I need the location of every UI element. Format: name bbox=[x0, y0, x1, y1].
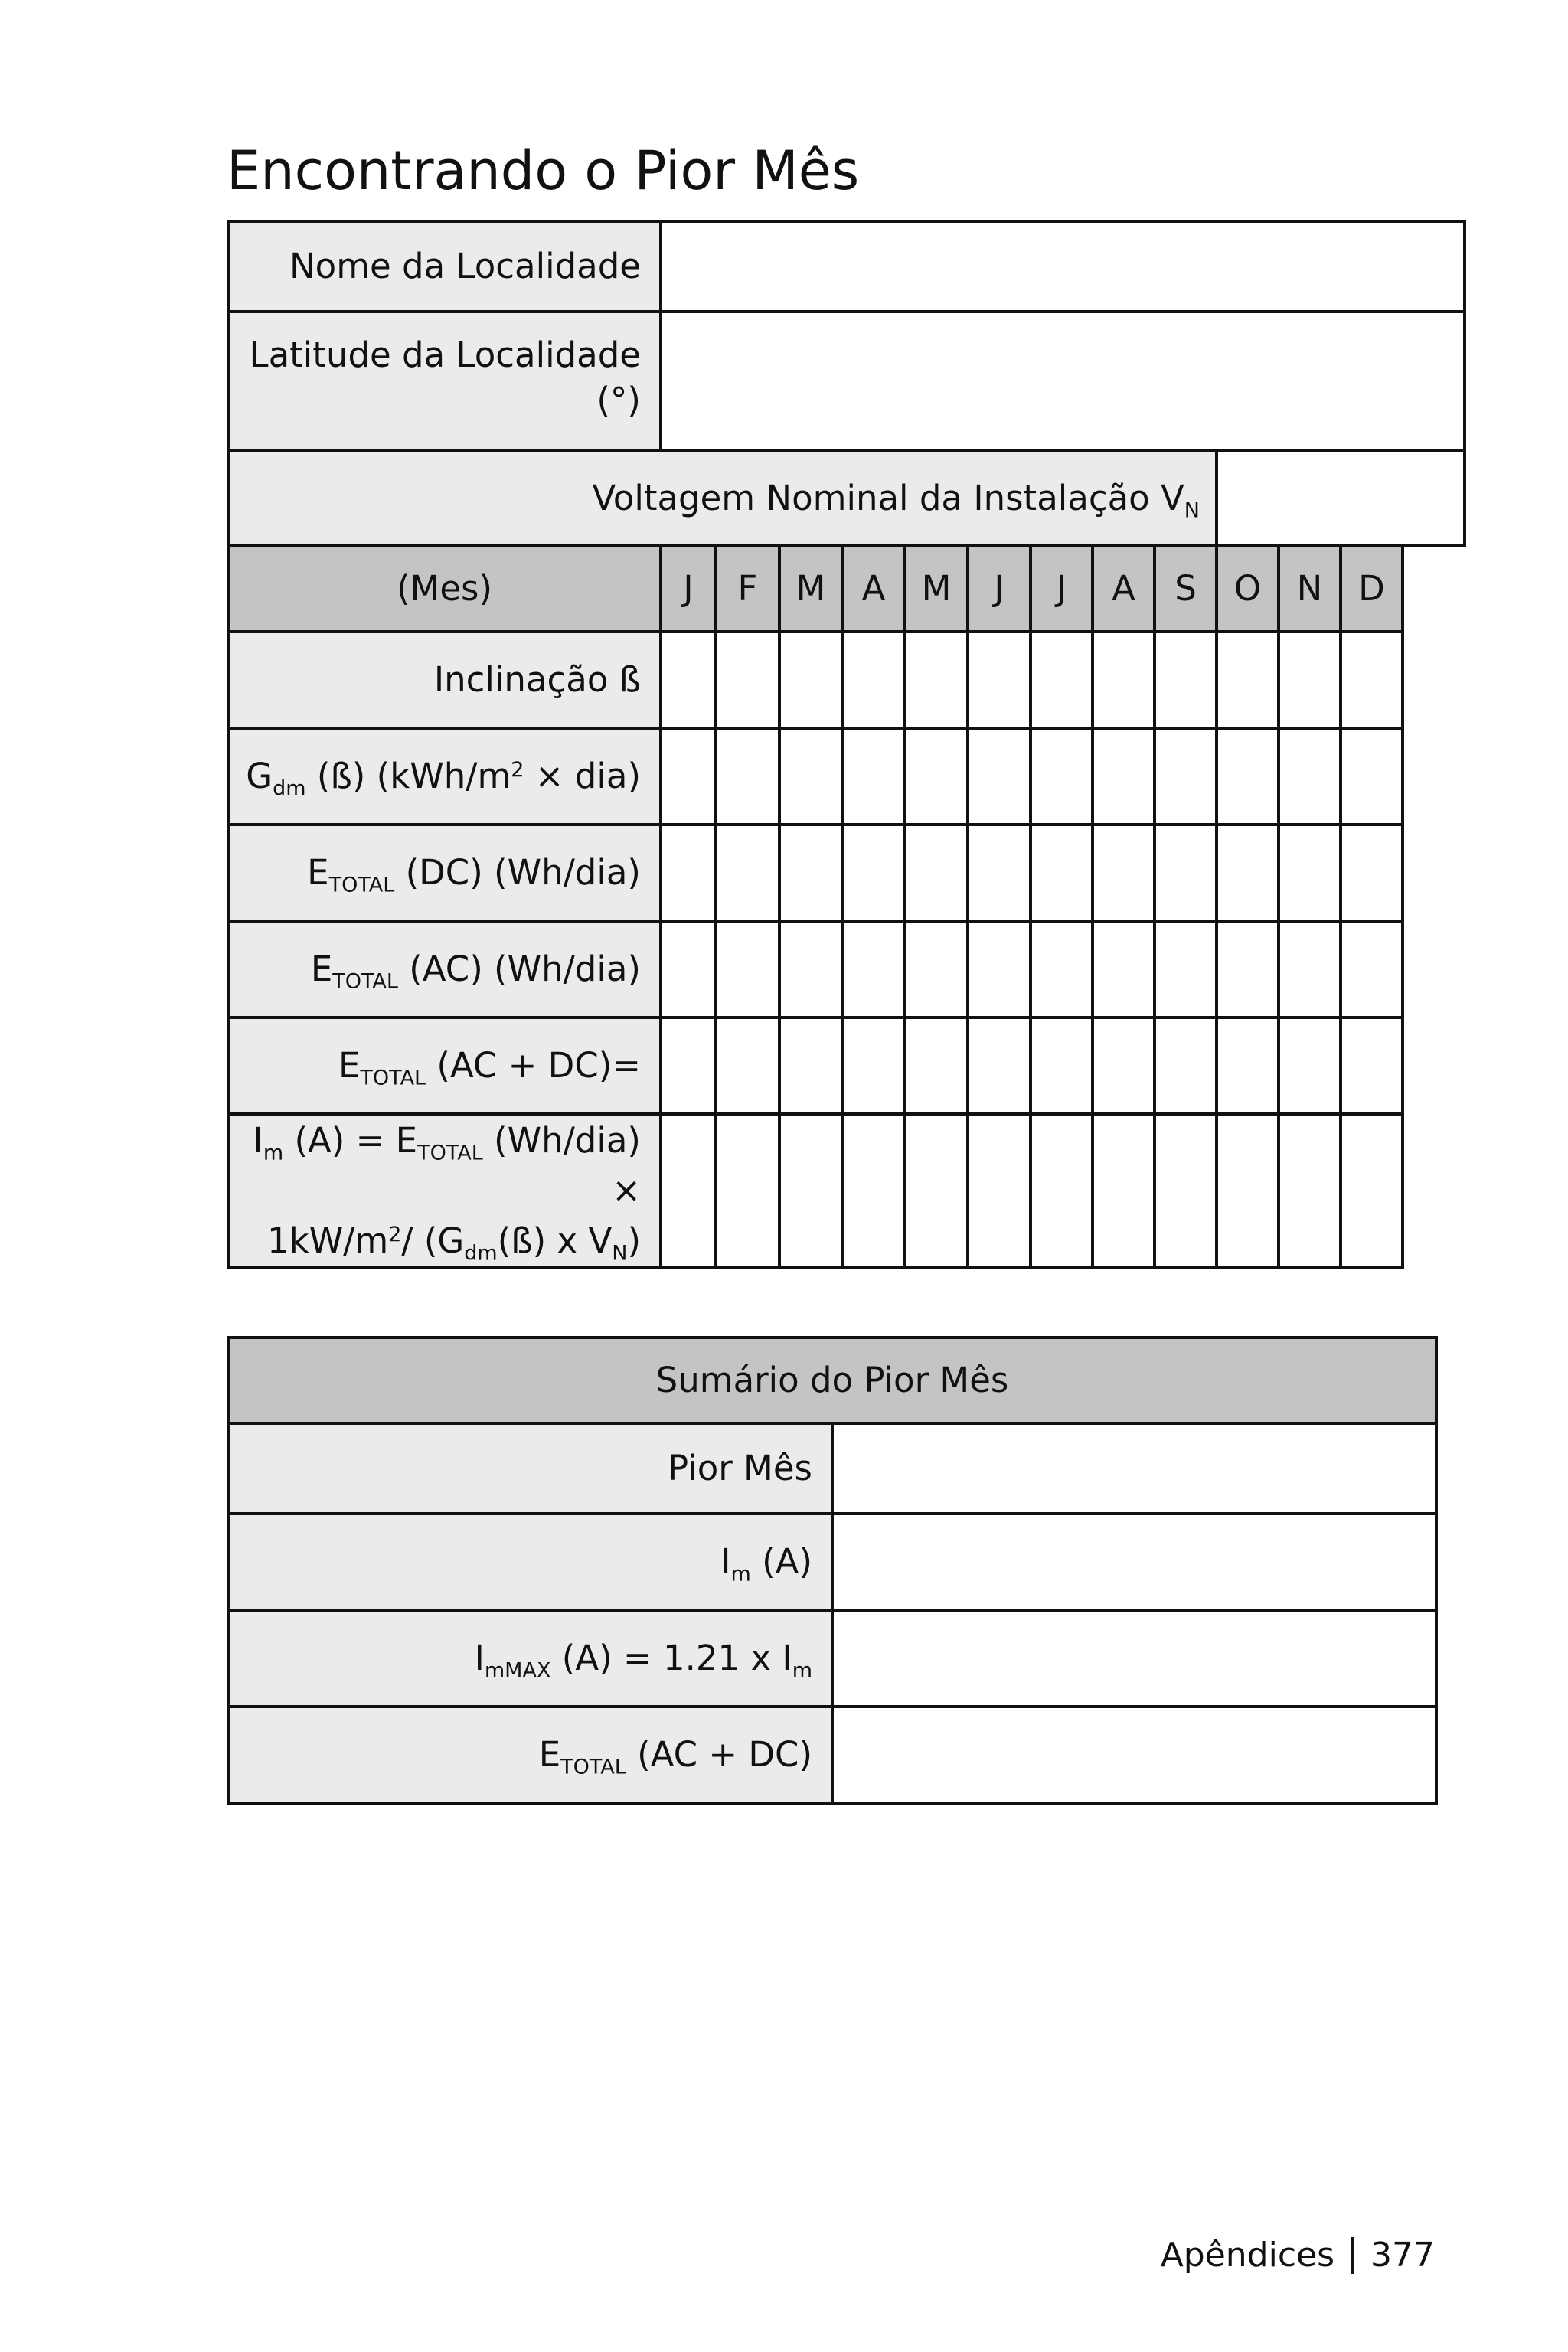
etotal-acdc-cell-aug[interactable] bbox=[1093, 1018, 1155, 1114]
month-header-mar: M bbox=[779, 546, 842, 632]
locality-latitude-label-line2: (°) bbox=[596, 379, 641, 420]
gdm-cell-may[interactable] bbox=[905, 728, 968, 825]
im-cell-nov[interactable] bbox=[1279, 1114, 1341, 1267]
footer-page-number: 377 bbox=[1370, 2236, 1435, 2275]
month-header-oct: O bbox=[1217, 546, 1279, 632]
etotal-acdc-cell-jan[interactable] bbox=[661, 1018, 716, 1114]
summary-etotal-unit: (AC + DC) bbox=[626, 1733, 812, 1775]
gdm-cell-jun[interactable] bbox=[968, 728, 1031, 825]
summary-immax-I: I bbox=[474, 1637, 485, 1678]
etotal-dc-cell-dec[interactable] bbox=[1341, 825, 1403, 921]
summary-header-row bbox=[228, 1338, 1436, 1423]
summary-etotal-field[interactable] bbox=[832, 1707, 1436, 1803]
etotal-ac-cell-mar[interactable] bbox=[779, 921, 842, 1018]
summary-im-row bbox=[228, 1514, 1436, 1610]
etotal-acdc-cell-feb[interactable] bbox=[716, 1018, 779, 1114]
etotal-acdc-cell-nov[interactable] bbox=[1279, 1018, 1341, 1114]
locality-latitude-label bbox=[228, 312, 661, 451]
im-line2-c: (ß) x V bbox=[497, 1220, 612, 1261]
summary-header: Sumário do Pior Mês bbox=[228, 1338, 1436, 1423]
gdm-superscript: 2 bbox=[511, 757, 524, 782]
summary-immax-end-subscript: m bbox=[792, 1658, 812, 1683]
etotal-acdc-cell-apr[interactable] bbox=[842, 1018, 905, 1114]
etotal-dc-row bbox=[228, 825, 1465, 921]
month-header-aug: A bbox=[1093, 546, 1155, 632]
etotal-ac-E: E bbox=[310, 948, 333, 989]
inclination-cell-sep[interactable] bbox=[1155, 632, 1217, 728]
im-cell-may[interactable] bbox=[905, 1114, 968, 1267]
month-header-row bbox=[228, 546, 1465, 632]
inclination-cell-apr[interactable] bbox=[842, 632, 905, 728]
etotal-dc-unit: (DC) (Wh/dia) bbox=[394, 851, 641, 893]
gdm-row bbox=[228, 728, 1465, 825]
im-cell-mar[interactable] bbox=[779, 1114, 842, 1267]
month-header-apr: A bbox=[842, 546, 905, 632]
im-cell-sep[interactable] bbox=[1155, 1114, 1217, 1267]
inclination-cell-oct[interactable] bbox=[1217, 632, 1279, 728]
footer-section: Apêndices bbox=[1160, 2236, 1335, 2275]
etotal-dc-cell-mar[interactable] bbox=[779, 825, 842, 921]
month-header-label: (Mes) bbox=[228, 546, 661, 632]
im-cell-jan[interactable] bbox=[661, 1114, 716, 1267]
etotal-dc-E: E bbox=[307, 851, 329, 893]
etotal-ac-cell-oct[interactable] bbox=[1217, 921, 1279, 1018]
im-total-subscript: TOTAL bbox=[417, 1141, 483, 1165]
worst-month-table bbox=[227, 220, 1466, 1269]
etotal-acdc-cell-jun[interactable] bbox=[968, 1018, 1031, 1114]
etotal-ac-cell-jan[interactable] bbox=[661, 921, 716, 1018]
worst-month-row bbox=[228, 1423, 1436, 1514]
inclination-cell-nov[interactable] bbox=[1279, 632, 1341, 728]
locality-name-row bbox=[228, 221, 1465, 312]
etotal-acdc-cell-jul[interactable] bbox=[1031, 1018, 1093, 1114]
etotal-ac-row bbox=[228, 921, 1465, 1018]
inclination-cell-jul[interactable] bbox=[1031, 632, 1093, 728]
im-line2-superscript: 2 bbox=[388, 1222, 402, 1246]
inclination-cell-jun[interactable] bbox=[968, 632, 1031, 728]
etotal-dc-cell-oct[interactable] bbox=[1217, 825, 1279, 921]
etotal-ac-cell-nov[interactable] bbox=[1279, 921, 1341, 1018]
etotal-dc-cell-may[interactable] bbox=[905, 825, 968, 921]
month-header-feb: F bbox=[716, 546, 779, 632]
inclination-cell-mar[interactable] bbox=[779, 632, 842, 728]
month-header-jun: J bbox=[968, 546, 1031, 632]
etotal-ac-cell-sep[interactable] bbox=[1155, 921, 1217, 1018]
locality-name-label: Nome da Localidade bbox=[228, 221, 661, 312]
im-I: I bbox=[253, 1120, 263, 1161]
gdm-cell-mar[interactable] bbox=[779, 728, 842, 825]
im-cell-jun[interactable] bbox=[968, 1114, 1031, 1267]
im-label-line2 bbox=[230, 1216, 641, 1266]
etotal-acdc-E: E bbox=[338, 1044, 361, 1086]
etotal-dc-cell-aug[interactable] bbox=[1093, 825, 1155, 921]
etotal-acdc-subscript: TOTAL bbox=[360, 1066, 426, 1090]
footer-divider bbox=[1351, 2237, 1354, 2274]
summary-im-field[interactable] bbox=[832, 1514, 1436, 1610]
gdm-cell-feb[interactable] bbox=[716, 728, 779, 825]
gdm-cell-apr[interactable] bbox=[842, 728, 905, 825]
etotal-dc-cell-apr[interactable] bbox=[842, 825, 905, 921]
etotal-ac-subscript: TOTAL bbox=[332, 969, 398, 994]
worst-month-summary-table bbox=[227, 1336, 1438, 1805]
etotal-dc-label bbox=[228, 825, 661, 921]
im-label bbox=[228, 1114, 661, 1267]
etotal-acdc-cell-may[interactable] bbox=[905, 1018, 968, 1114]
gdm-unit-end: × dia) bbox=[524, 755, 641, 796]
etotal-ac-cell-jul[interactable] bbox=[1031, 921, 1093, 1018]
etotal-ac-cell-aug[interactable] bbox=[1093, 921, 1155, 1018]
etotal-acdc-unit: (AC + DC)= bbox=[426, 1044, 641, 1086]
etotal-dc-cell-nov[interactable] bbox=[1279, 825, 1341, 921]
locality-latitude-label-line1: Latitude da Localidade bbox=[249, 335, 641, 375]
im-label-line1 bbox=[230, 1116, 641, 1216]
month-header-nov: N bbox=[1279, 546, 1341, 632]
summary-im-I: I bbox=[720, 1540, 731, 1582]
nominal-voltage-subscript: N bbox=[1184, 498, 1200, 523]
month-header-jan: J bbox=[661, 546, 716, 632]
summary-etotal-row bbox=[228, 1707, 1436, 1803]
summary-im-label bbox=[228, 1514, 832, 1610]
etotal-dc-cell-jul[interactable] bbox=[1031, 825, 1093, 921]
nominal-voltage-row bbox=[228, 451, 1465, 546]
etotal-ac-label bbox=[228, 921, 661, 1018]
gdm-cell-nov[interactable] bbox=[1279, 728, 1341, 825]
summary-etotal-subscript: TOTAL bbox=[560, 1755, 626, 1779]
worst-month-field[interactable] bbox=[832, 1423, 1436, 1514]
month-header-dec: D bbox=[1341, 546, 1403, 632]
locality-name-field[interactable] bbox=[661, 221, 1465, 312]
im-cell-apr[interactable] bbox=[842, 1114, 905, 1267]
summary-immax-subscript: mMAX bbox=[484, 1658, 551, 1683]
etotal-dc-cell-sep[interactable] bbox=[1155, 825, 1217, 921]
etotal-ac-unit: (AC) (Wh/dia) bbox=[397, 948, 641, 989]
summary-immax-formula: (A) = 1.21 x I bbox=[550, 1637, 792, 1678]
etotal-dc-cell-jun[interactable] bbox=[968, 825, 1031, 921]
gdm-cell-oct[interactable] bbox=[1217, 728, 1279, 825]
gdm-cell-jan[interactable] bbox=[661, 728, 716, 825]
im-line2-gdm-subscript: dm bbox=[464, 1241, 498, 1266]
gdm-cell-aug[interactable] bbox=[1093, 728, 1155, 825]
etotal-acdc-cell-mar[interactable] bbox=[779, 1018, 842, 1114]
summary-etotal-label bbox=[228, 1707, 832, 1803]
etotal-acdc-row bbox=[228, 1018, 1465, 1114]
im-row bbox=[228, 1114, 1465, 1267]
etotal-ac-cell-feb[interactable] bbox=[716, 921, 779, 1018]
month-header-may: M bbox=[905, 546, 968, 632]
etotal-dc-cell-feb[interactable] bbox=[716, 825, 779, 921]
etotal-acdc-cell-oct[interactable] bbox=[1217, 1018, 1279, 1114]
etotal-dc-cell-jan[interactable] bbox=[661, 825, 716, 921]
nominal-voltage-text: Voltagem Nominal da Instalação V bbox=[592, 477, 1184, 518]
im-cell-dec[interactable] bbox=[1341, 1114, 1403, 1267]
nominal-voltage-field[interactable] bbox=[1217, 451, 1465, 546]
nominal-voltage-label bbox=[228, 451, 1217, 546]
etotal-acdc-cell-sep[interactable] bbox=[1155, 1018, 1217, 1114]
inclination-cell-aug[interactable] bbox=[1093, 632, 1155, 728]
inclination-cell-feb[interactable] bbox=[716, 632, 779, 728]
gdm-cell-jul[interactable] bbox=[1031, 728, 1093, 825]
etotal-ac-cell-jun[interactable] bbox=[968, 921, 1031, 1018]
gdm-unit: (ß) (kWh/m bbox=[305, 755, 511, 796]
im-line2-vn-subscript: N bbox=[612, 1241, 628, 1266]
gdm-cell-dec[interactable] bbox=[1341, 728, 1403, 825]
summary-immax-field[interactable] bbox=[832, 1610, 1436, 1707]
etotal-acdc-cell-dec[interactable] bbox=[1341, 1018, 1403, 1114]
im-cell-feb[interactable] bbox=[716, 1114, 779, 1267]
gdm-G: G bbox=[246, 755, 273, 796]
im-subscript: m bbox=[263, 1141, 284, 1165]
gdm-cell-sep[interactable] bbox=[1155, 728, 1217, 825]
etotal-ac-cell-may[interactable] bbox=[905, 921, 968, 1018]
im-unit: (Wh/dia) × bbox=[482, 1120, 641, 1211]
summary-etotal-E: E bbox=[538, 1733, 561, 1775]
im-cell-aug[interactable] bbox=[1093, 1114, 1155, 1267]
month-header-jul: J bbox=[1031, 546, 1093, 632]
summary-im-unit: (A) bbox=[750, 1540, 812, 1582]
inclination-row bbox=[228, 632, 1465, 728]
summary-immax-row bbox=[228, 1610, 1436, 1707]
locality-latitude-row bbox=[228, 312, 1465, 451]
im-cell-oct[interactable] bbox=[1217, 1114, 1279, 1267]
worst-month-label: Pior Mês bbox=[228, 1423, 832, 1514]
page-footer bbox=[1161, 2236, 1435, 2275]
etotal-acdc-label bbox=[228, 1018, 661, 1114]
page-title: Encontrando o Pior Mês bbox=[227, 139, 860, 202]
etotal-ac-cell-apr[interactable] bbox=[842, 921, 905, 1018]
inclination-label: Inclinação ß bbox=[228, 632, 661, 728]
summary-immax-label bbox=[228, 1610, 832, 1707]
im-equals: (A) = E bbox=[283, 1120, 418, 1161]
inclination-cell-dec[interactable] bbox=[1341, 632, 1403, 728]
gdm-label bbox=[228, 728, 661, 825]
inclination-cell-may[interactable] bbox=[905, 632, 968, 728]
im-cell-jul[interactable] bbox=[1031, 1114, 1093, 1267]
etotal-dc-subscript: TOTAL bbox=[328, 873, 395, 897]
month-header-sep: S bbox=[1155, 546, 1217, 632]
etotal-ac-cell-dec[interactable] bbox=[1341, 921, 1403, 1018]
inclination-cell-jan[interactable] bbox=[661, 632, 716, 728]
locality-latitude-field[interactable] bbox=[661, 312, 1465, 451]
im-line2-d: ) bbox=[627, 1220, 641, 1261]
gdm-subscript: dm bbox=[273, 776, 306, 801]
im-line2-b: / (G bbox=[401, 1220, 465, 1261]
summary-im-subscript: m bbox=[730, 1562, 751, 1586]
im-line2-a: 1kW/m bbox=[267, 1220, 389, 1261]
